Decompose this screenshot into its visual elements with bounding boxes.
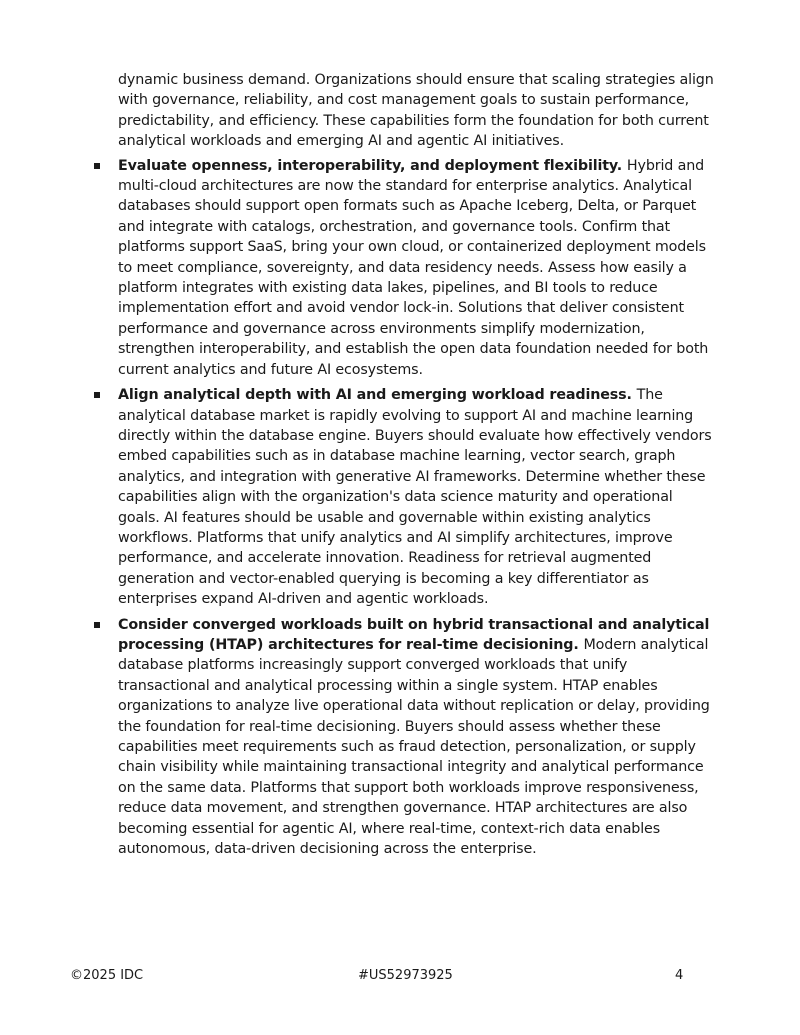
footer-document-id: #US52973925 (358, 968, 453, 983)
recommendation-list (118, 156, 714, 860)
list-item (118, 615, 714, 860)
square-bullet-icon (94, 392, 100, 398)
bullet-lead-text: Consider converged workloads built on hybrid transactional and analytical processing (HTAP) architectures for real-time decisioning. (118, 616, 710, 653)
bullet-body-text: The analytical database market is rapidly evolving to support AI and machine learning directly within the database engine. Buyers should evaluate how effectively vendors embed capabilities such as in database machine learning, vector search, graph analytics, and integration with generative AI frameworks. Determine whether these capabilities align with the organization's data science maturity and operational goals. AI features should be usable and governable within existing analytics workflows. Platforms that unify analytics and AI simplify architectures, improve performance, and accelerate innovation. Readiness for retrieval augmented generation and vector-enabled querying is becoming a key differentiator as enterprises expand AI-driven and agentic workloads. (118, 387, 712, 608)
square-bullet-icon (94, 622, 100, 628)
list-item (118, 156, 714, 380)
bullet-body-text: Hybrid and multi-cloud architectures are now the standard for enterprise analytics. Analytical databases should support open formats such as Apache Iceberg, Delta, or Parquet and integrate with catalogs, orchestration, and governance tools. Confirm that platforms support SaaS, bring your own cloud, or containerized deployment models to meet compliance, sovereignty, and data residency needs. Assess how easily a platform integrates with existing data lakes, pipelines, and BI tools to reduce implementation effort and avoid vendor lock-in. Solutions that deliver consistent performance and governance across environments simplify modernization, strengthen interoperability, and establish the open data foundation needed for both current analytics and future AI ecosystems. (118, 157, 709, 378)
list-item (118, 385, 714, 609)
bullet-body-text: Modern analytical database platforms increasingly support converged workloads that unify transactional and analytical processing within a single system. HTAP enables organizations to analyze live operational data without replication or delay, providing the foundation for real-time decisioning. Buyers should assess whether these capabilities meet requirements such as fraud detection, personalization, or supply chain visibility while maintaining transactional integrity and analytical performance on the same data. Platforms that support both workloads improve responsiveness, reduce data movement, and strengthen governance. HTAP architectures are also becoming essential for agentic AI, where real-time, context-rich data enables autonomous, data-driven decisioning across the enterprise. (118, 636, 710, 858)
bullet-lead-text: Evaluate openness, interoperability, and deployment flexibility. (118, 157, 627, 174)
continuation-paragraph: dynamic business demand. Organizations should ensure that scaling strategies align with governance, reliability, and cost management goals to sustain performance, predictability, and efficiency. These capabilities form the foundation for both current analytical workloads and emerging AI and agentic AI initiatives. (118, 72, 714, 150)
square-bullet-icon (94, 163, 100, 169)
footer-copyright: ©2025 IDC (70, 968, 144, 983)
page-footer (0, 966, 800, 986)
body-content (118, 70, 714, 864)
footer-page-number: 4 (675, 968, 684, 983)
bullet-lead-text: Align analytical depth with AI and emerging workload readiness. (118, 387, 637, 404)
